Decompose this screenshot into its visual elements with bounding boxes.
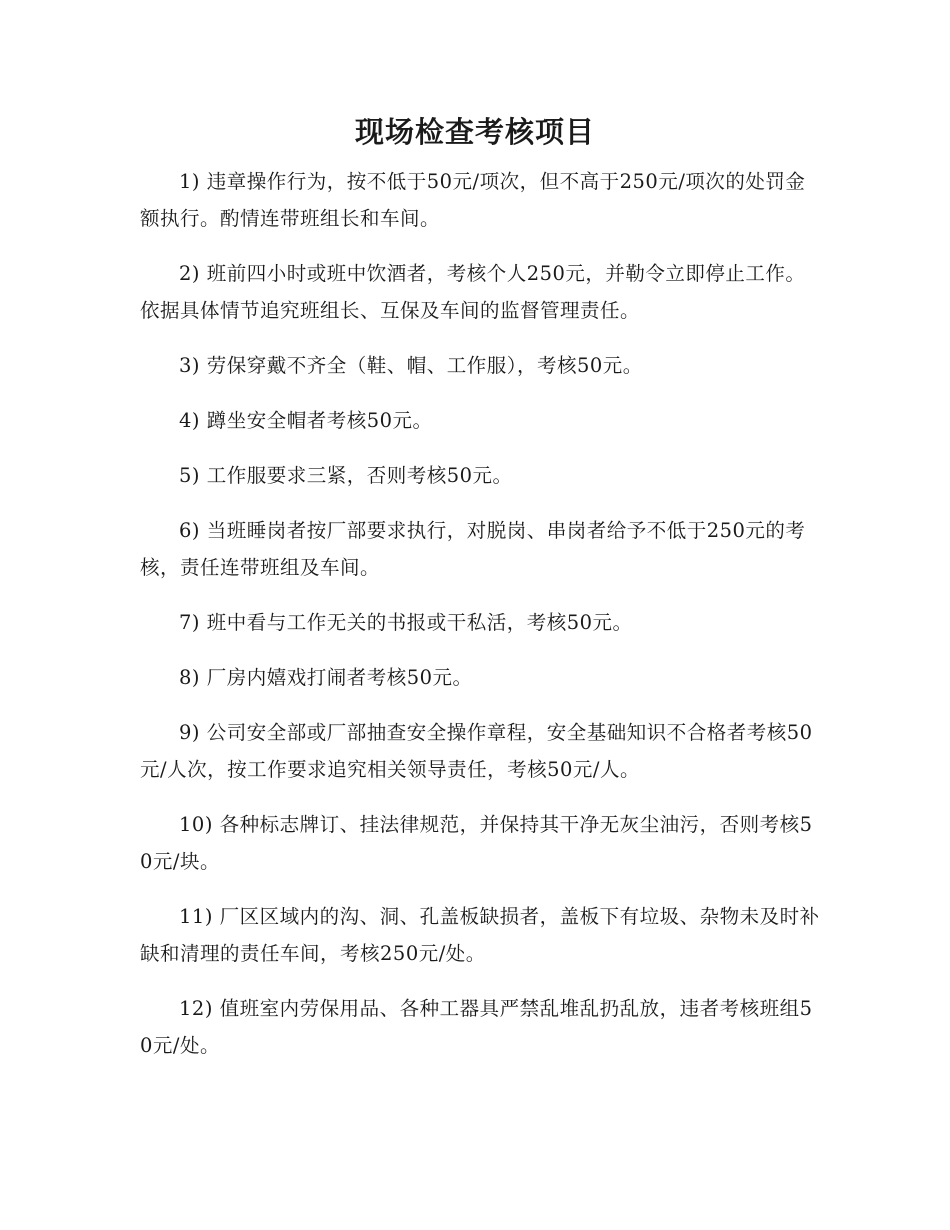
inspection-item-4: 4) 蹲坐安全帽者考核50元。 — [179, 409, 433, 432]
inspection-item-10: 10) 各种标志牌订、挂法律规范，并保持其干净无灰尘油污，否则考核50元/块。 — [140, 813, 813, 873]
inspection-items-list — [140, 163, 820, 1082]
document-title: 现场检查考核项目 — [354, 115, 595, 149]
inspection-item-5: 5) 工作服要求三紧，否则考核50元。 — [179, 464, 513, 487]
inspection-item-11: 11) 厂区区域内的沟、洞、孔盖板缺损者，盖板下有垃圾、杂物未及时补缺和清理的责任车间，考核250元/处。 — [140, 905, 820, 965]
inspection-item-7: 7) 班中看与工作无关的书报或干私活，考核50元。 — [179, 611, 633, 634]
inspection-item-1: 1) 违章操作行为，按不低于50元/项次，但不高于250元/项次的处罚金额执行。酌情连带班组长和车间。 — [140, 170, 806, 230]
inspection-item-12: 12) 值班室内劳保用品、各种工器具严禁乱堆乱扔乱放，违者考核班组50元/处。 — [140, 997, 813, 1057]
inspection-item-3: 3) 劳保穿戴不齐全（鞋、帽、工作服），考核50元。 — [179, 354, 643, 377]
inspection-item-9: 9) 公司安全部或厂部抽查安全操作章程，安全基础知识不合格者考核50元/人次，按工作要求追究相关领导责任，考核50元/人。 — [140, 721, 813, 781]
inspection-item-2: 2) 班前四小时或班中饮酒者，考核个人250元，并勒令立即停止工作。依据具体情节追究班组长、互保及车间的监督管理责任。 — [140, 262, 806, 322]
inspection-item-6: 6) 当班睡岗者按厂部要求执行，对脱岗、串岗者给予不低于250元的考核，责任连带班组及车间。 — [140, 519, 806, 579]
inspection-item-8: 8) 厂房内嬉戏打闹者考核50元。 — [179, 666, 473, 689]
